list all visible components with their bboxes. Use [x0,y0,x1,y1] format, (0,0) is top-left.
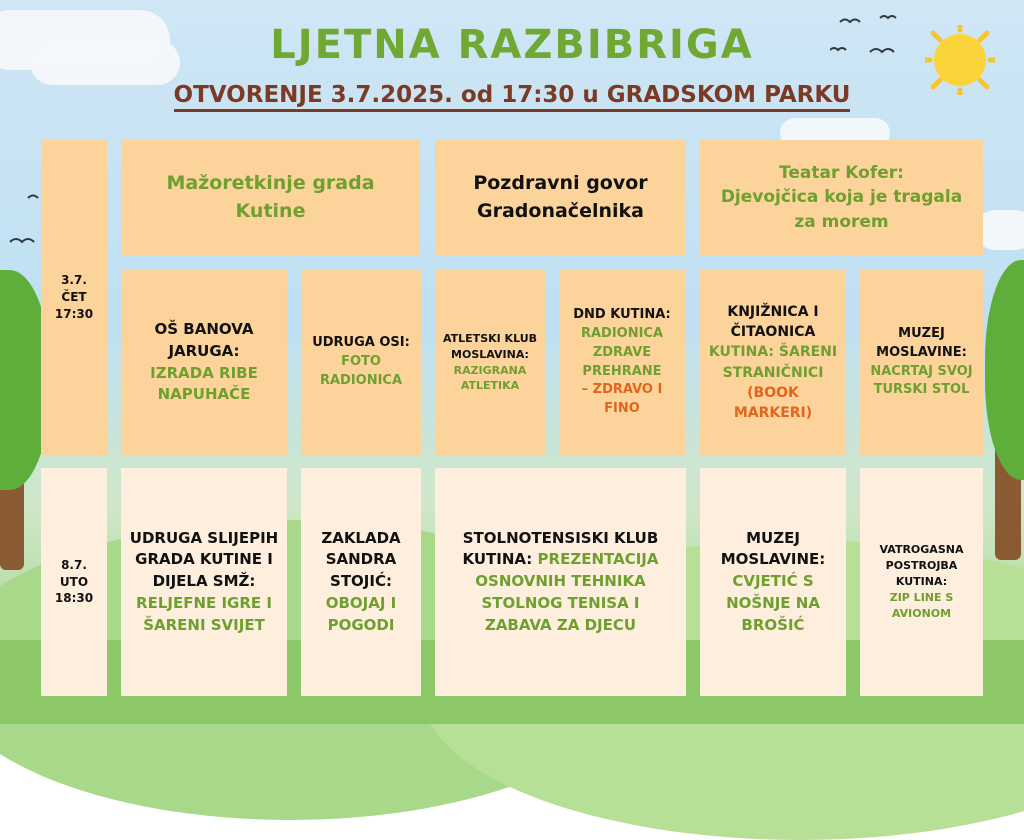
workshop-vatrogasna-postrojba [860,468,983,696]
event-subtitle: Djevojčica koja je tragala za morem [720,187,963,232]
workshop-udruga-osi [301,270,421,455]
workshop-org: ATLETSKI KLUB MOSLAVINA: [443,331,538,361]
workshop-stolnotenisi-klub [435,468,686,696]
workshop-knjiznica [700,270,846,455]
workshop-activity-extra: – ZDRAVO I FINO [581,382,663,417]
workshop-org: KNJIŽNICA I ČITAONICA [727,303,819,340]
event-title: Teatar Kofer: [779,162,904,183]
day-weekday: ČET [61,290,87,305]
day-weekday: UTO [59,574,89,589]
event-pozdravni-govor [435,140,686,255]
workshop-atletski-klub [435,270,545,455]
workshop-activity: CVJETIĆ S NOŠNJE NA BROŠIĆ [726,572,820,634]
workshop-activity: OBOJAJ I POGODI [325,593,397,634]
workshop-org: MUZEJ MOSLAVINE: [876,325,967,360]
day-time: 18:30 [54,591,94,606]
workshop-org: UDRUGA SLIJEPIH GRADA KUTINE I DIJELA SMŽ: [129,528,279,591]
workshop-activity: ZIP LINE S AVIONOM [889,590,954,620]
workshop-org: DND KUTINA: [573,306,671,322]
workshop-os-banova-jaruga [121,270,287,455]
page-title: LJETNA RAZBIBRIGA [270,22,754,68]
subtitle-text: OTVORENJE 3.7.2025. od 17:30 u GRADSKOM PARKU [174,82,851,112]
workshop-activity: RADIONICA ZDRAVE PREHRANE [580,325,664,379]
day-label-1 [41,140,107,455]
workshop-line [449,528,672,637]
day-label-2 [41,468,107,696]
workshop-org: OŠ BANOVA JARUGA: [154,320,254,360]
workshop-activity: RAZIGRANA ATLETIKA [453,363,527,393]
workshop-udruga-slijepih [121,468,287,696]
workshop-activity: NACRTAJ SVOJ TURSKI STOL [870,363,973,398]
workshop-activity: KUTINA: ŠARENI STRANIČNICI [708,344,838,381]
workshop-org: VATROGASNA POSTROJBA KUTINA: [879,543,964,589]
day-time: 17:30 [54,306,94,321]
workshop-dnd-kutina [559,270,685,455]
workshop-zaklada-sandra-stojic [301,468,421,696]
workshop-muzej-moslavine-1 [860,270,983,455]
workshop-activity-extra: (BOOK MARKERI) [733,384,813,422]
workshop-muzej-moslavine-2 [700,468,846,696]
workshop-activity: FOTO RADIONICA [319,354,403,388]
workshop-activity-cont: OSNOVNIH TEHNIKA STOLNOG TENISA I ZABAVA ZA DJECU [475,572,646,634]
workshop-activity: RELJEFNE IGRE I ŠARENI SVIJET [136,593,272,634]
event-text: Mažoretkinje grada Kutine [166,171,375,222]
day-date: 8.7. [61,557,87,572]
workshop-org: UDRUGA OSI: [312,335,410,351]
event-mazoretkinje [121,140,420,255]
event-teatar-kofer [700,140,983,255]
day-date: 3.7. [61,273,87,288]
page-subtitle [0,82,1024,108]
workshop-org: MUZEJ MOSLAVINE: [720,528,826,569]
workshop-org: STOLNOTENSISKI KLUB KUTINA: [462,528,659,569]
event-text: Pozdravni govor Gradonačelnika [473,171,648,222]
workshop-activity: IZRADA RIBE NAPUHAČE [150,363,258,404]
workshop-activity: PREZENTACIJA [537,550,659,569]
workshop-org: ZAKLADA SANDRA STOJIĆ: [321,528,401,591]
